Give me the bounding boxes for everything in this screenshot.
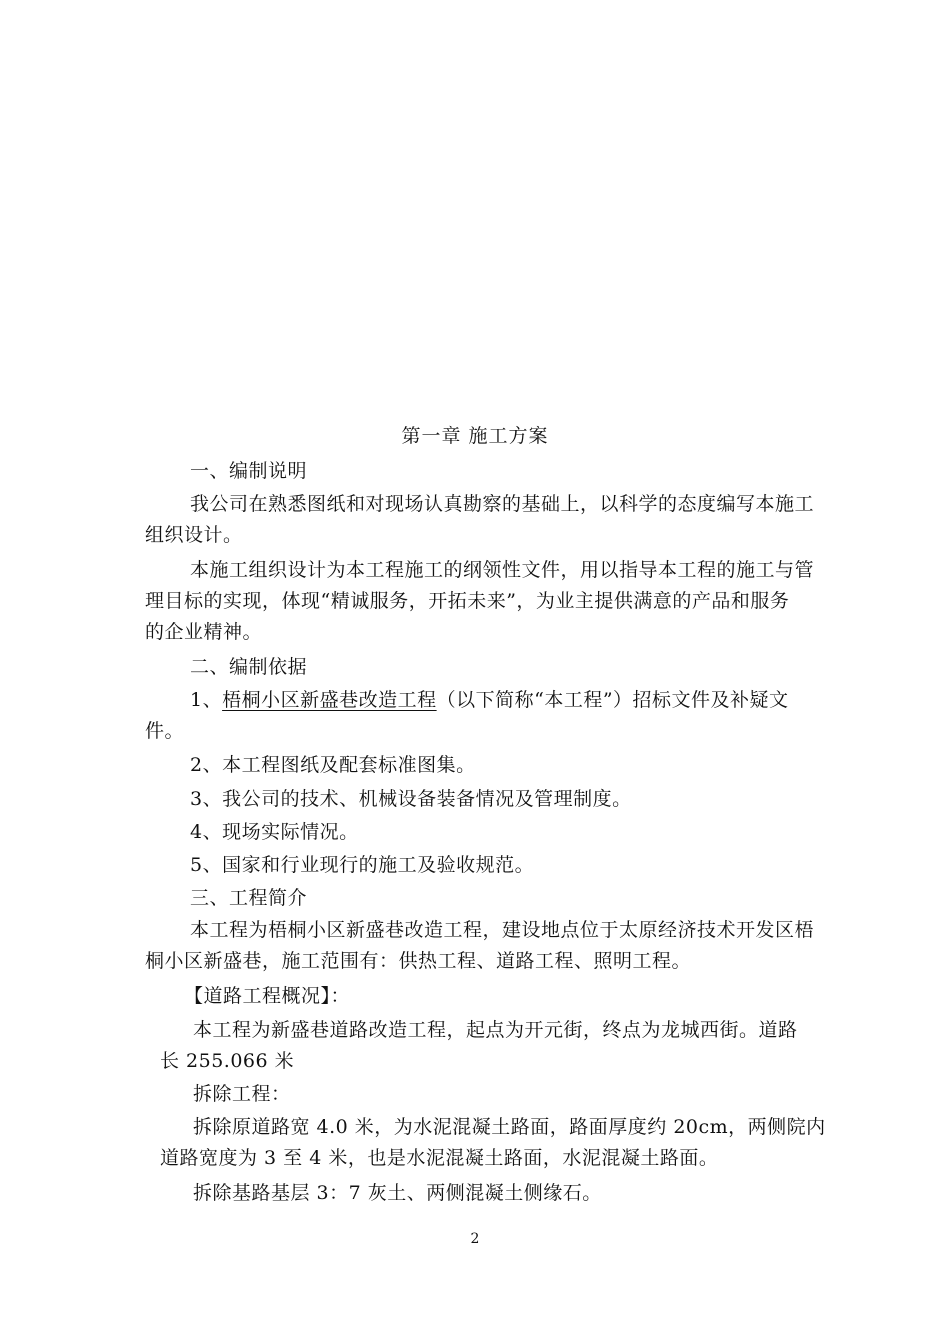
page-number: 2 <box>470 1231 480 1247</box>
paragraph-6: 拆除基路基层 3：7 灰土、两侧混凝土侧缘石。 <box>193 1182 602 1204</box>
basis-item-5: 5、国家和行业现行的施工及验收规范。 <box>190 854 535 876</box>
basis-item-2: 2、本工程图纸及配套标准图集。 <box>190 754 476 776</box>
basis-item-3: 3、我公司的技术、机械设备装备情况及管理制度。 <box>190 788 632 810</box>
paragraph-4-line-1: 本工程为新盛巷道路改造工程，起点为开元街，终点为龙城西街。道路 <box>193 1019 798 1041</box>
paragraph-3-line-2: 桐小区新盛巷，施工范围有：供热工程、道路工程、照明工程。 <box>145 950 692 972</box>
section-heading-3: 三、工程简介 <box>190 887 308 909</box>
paragraph-2-line-2: 理目标的实现，体现“精诚服务，开拓未来”，为业主提供满意的产品和服务 <box>145 590 790 612</box>
basis-item-1 <box>190 685 789 712</box>
paragraph-5-line-1: 拆除原道路宽 4.0 米，为水泥混凝土路面，路面厚度约 20cm，两侧院内 <box>193 1116 826 1138</box>
paragraph-1-line-2: 组织设计。 <box>145 524 243 546</box>
basis-item-1-prefix: 1、 <box>190 689 223 711</box>
section-heading-1: 一、编制说明 <box>190 460 308 482</box>
section-heading-2: 二、编制依据 <box>190 656 308 678</box>
paragraph-5-line-2: 道路宽度为 3 至 4 米，也是水泥混凝土路面，水泥混凝土路面。 <box>160 1147 719 1169</box>
demolition-heading: 拆除工程： <box>193 1083 291 1105</box>
paragraph-4-line-2: 长 255.066 米 <box>160 1050 295 1072</box>
paragraph-2-line-3: 的企业精神。 <box>145 621 263 643</box>
basis-item-1-line-2: 件。 <box>145 720 185 742</box>
paragraph-2-line-1: 本施工组织设计为本工程施工的纲领性文件，用以指导本工程的施工与管 <box>190 559 815 581</box>
project-name: 梧桐小区新盛巷改造工程 <box>222 689 437 711</box>
road-overview-heading: 【道路工程概况】： <box>184 985 351 1007</box>
chapter-title: 第一章 施工方案 <box>401 425 549 447</box>
paragraph-1-line-1: 我公司在熟悉图纸和对现场认真勘察的基础上，以科学的态度编写本施工 <box>190 493 815 515</box>
paragraph-3-line-1: 本工程为梧桐小区新盛巷改造工程，建设地点位于太原经济技术开发区梧 <box>190 919 815 941</box>
basis-item-4: 4、现场实际情况。 <box>190 821 359 843</box>
basis-item-1-text: （以下简称“本工程”）招标文件及补疑文 <box>436 689 789 711</box>
